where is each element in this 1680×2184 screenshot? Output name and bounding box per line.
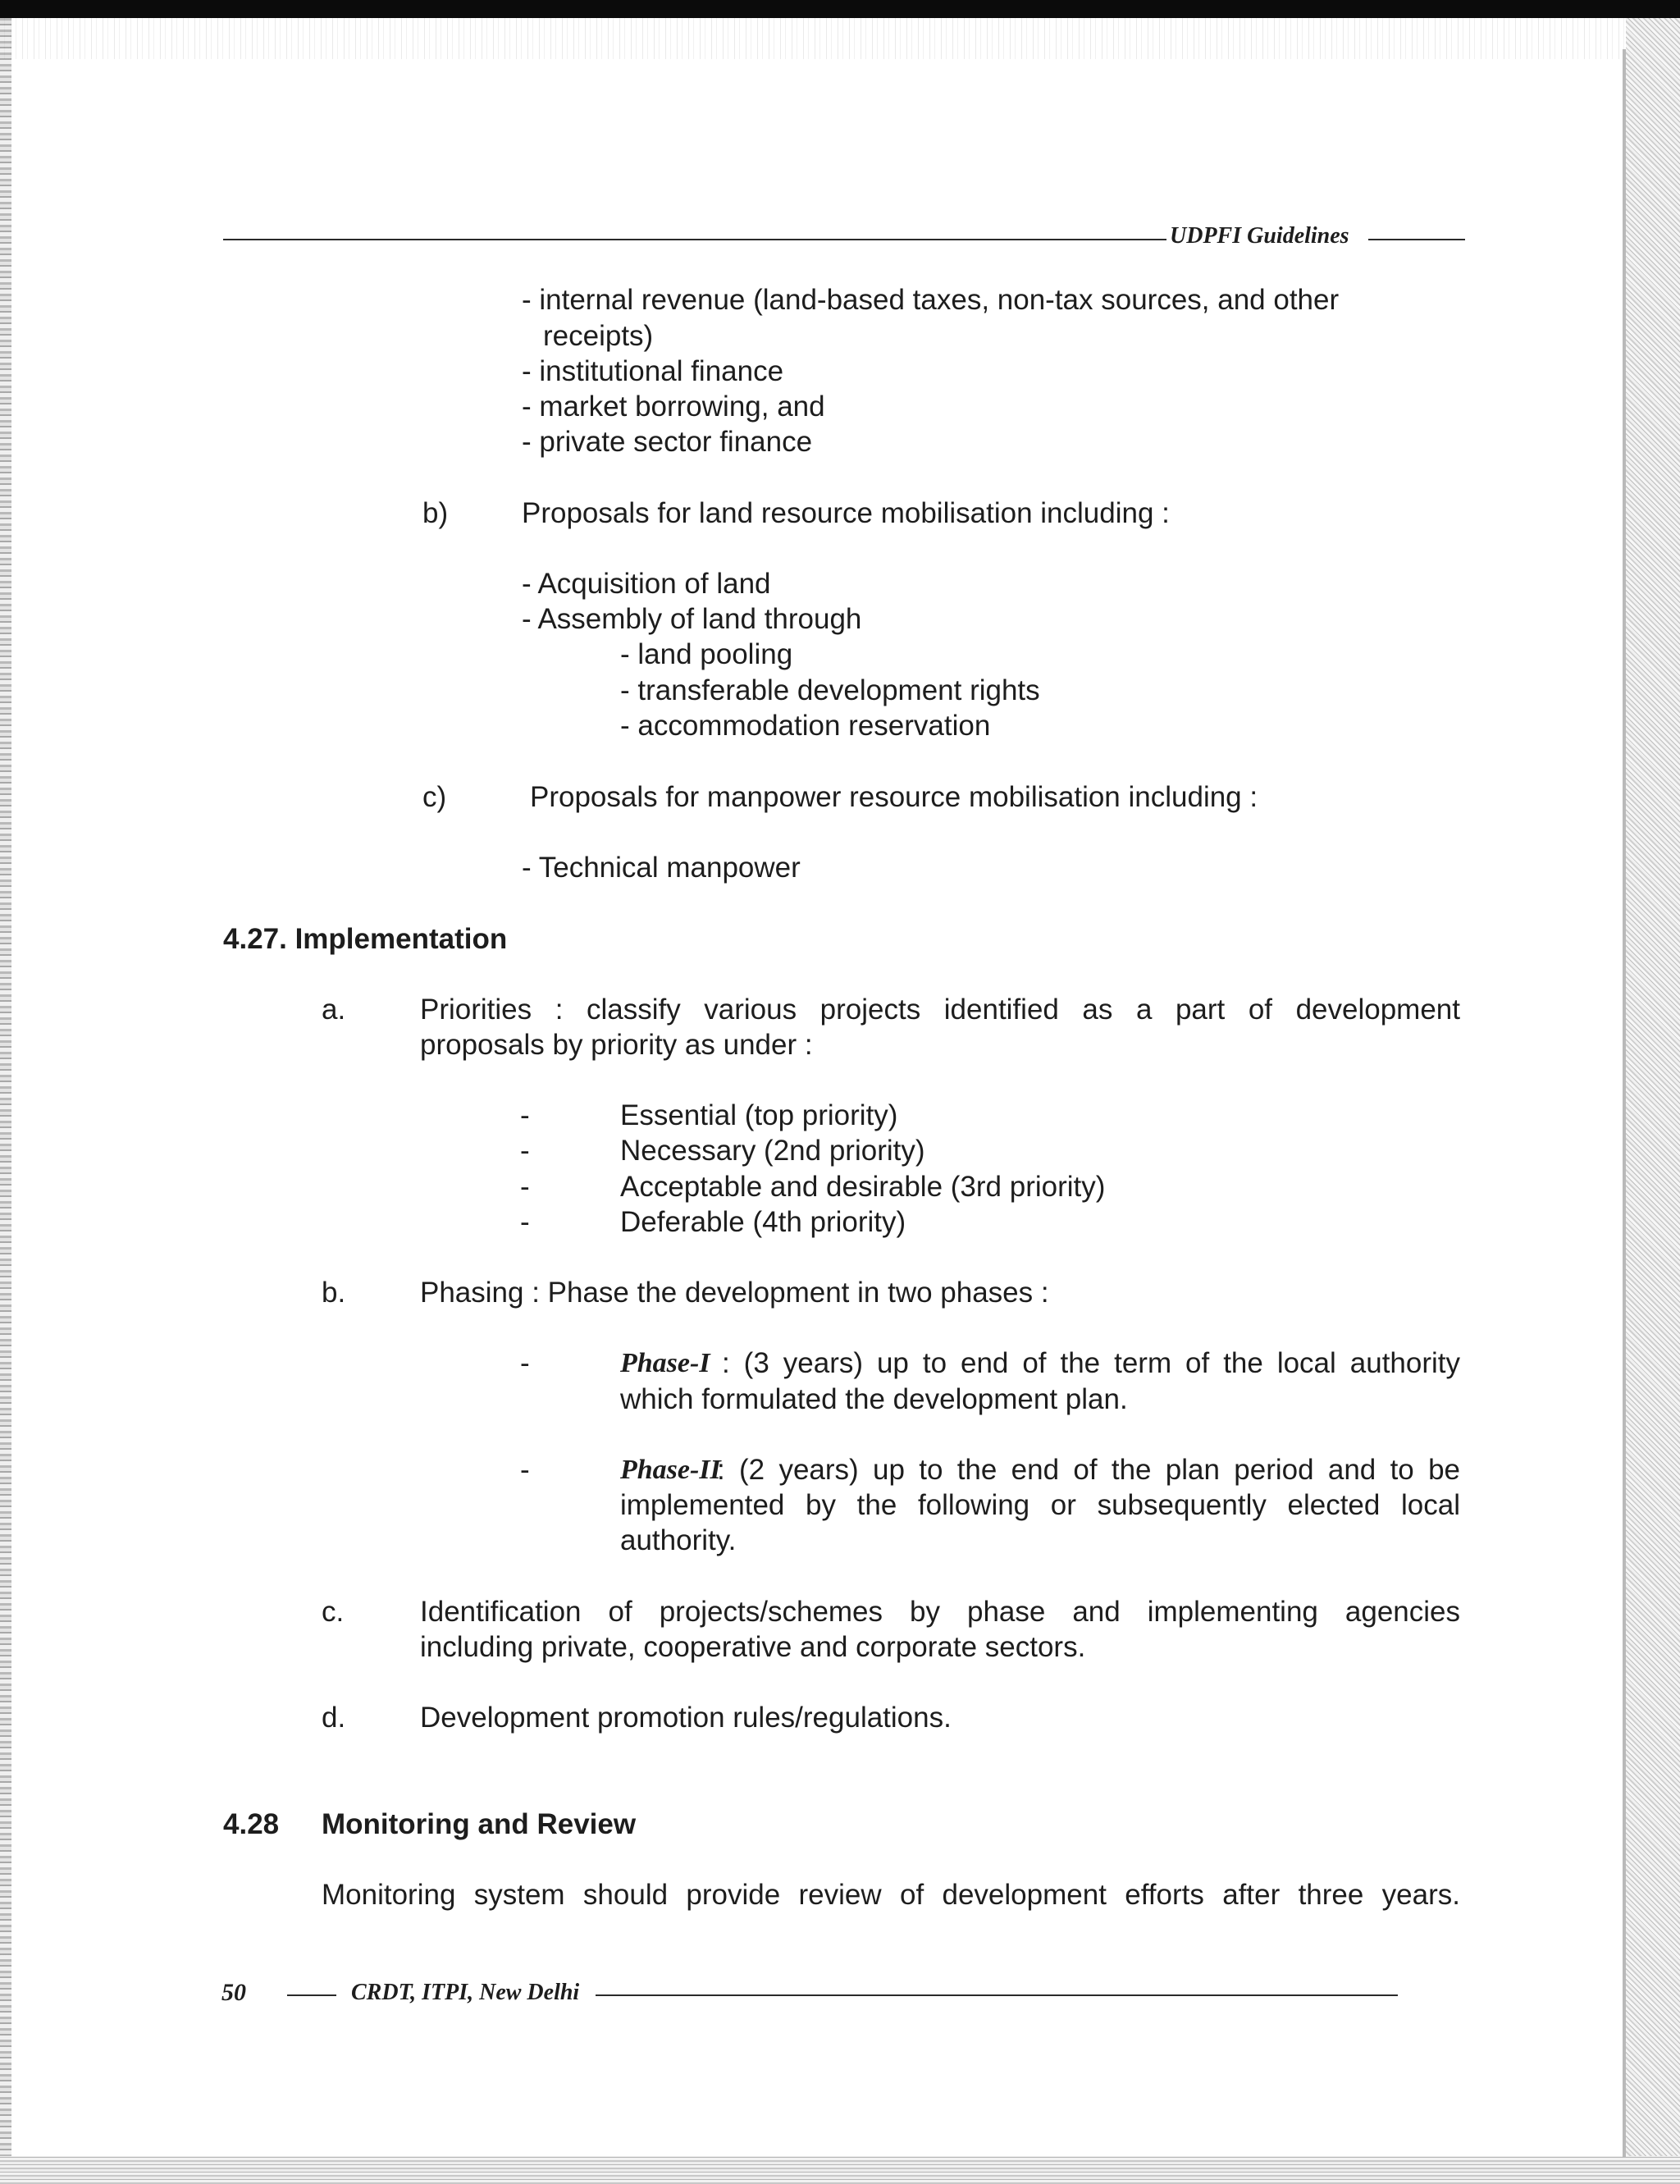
scan-border-right [1626, 18, 1680, 2184]
priorities-line-1: Priorities : classify various projects identified as a part of development [420, 994, 1460, 1026]
land-assembly-method: - transferable development rights [620, 674, 1040, 706]
priority-dash: - [520, 1206, 530, 1238]
phase-1-label: Phase-I [620, 1348, 710, 1378]
development-promotion-text: Development promotion rules/regulations. [420, 1702, 952, 1734]
priorities-line-2: proposals by priority as under : [420, 1029, 813, 1061]
footer-rule-right [596, 1994, 1398, 1996]
priority-dash: - [520, 1135, 530, 1167]
finance-item: - institutional finance [522, 355, 784, 387]
land-subitem: - Acquisition of land [522, 568, 771, 600]
header-rule-right [1368, 239, 1465, 240]
page-edge [1623, 49, 1626, 2158]
item-c-marker: c. [322, 1596, 345, 1628]
item-d-marker: d. [322, 1702, 346, 1734]
phase-2-label: Phase-II [620, 1455, 721, 1485]
scan-border-bottom [0, 2156, 1680, 2184]
scan-border-top [0, 0, 1680, 18]
phase-1-line-2: which formulated the development plan. [620, 1383, 1128, 1415]
manpower-subitem: - Technical manpower [522, 852, 801, 884]
phase-dash: - [520, 1347, 530, 1379]
land-subitem: - Assembly of land through [522, 603, 862, 635]
item-c-marker: c) [422, 781, 447, 813]
finance-item: - private sector finance [522, 426, 813, 458]
section-heading-implementation: 4.27. Implementation [223, 923, 508, 955]
priority-level: Deferable (4th priority) [620, 1206, 906, 1238]
footer-rule-left [287, 1994, 336, 1996]
priority-dash: - [520, 1171, 530, 1203]
item-b-phasing-marker: b. [322, 1277, 346, 1309]
item-c-text: Proposals for manpower resource mobilisation including : [530, 781, 1258, 813]
phase-2-line-3: authority. [620, 1524, 737, 1556]
priority-level: Acceptable and desirable (3rd priority) [620, 1171, 1106, 1203]
phasing-text: Phasing : Phase the development in two phases : [420, 1277, 1049, 1309]
phase-2-line-1: : (2 years) up to the end of the plan period and to be [717, 1454, 1460, 1486]
monitoring-text: Monitoring system should provide review of development efforts after three years. [322, 1879, 1460, 1911]
land-assembly-method: - land pooling [620, 638, 793, 670]
priority-level: Necessary (2nd priority) [620, 1135, 925, 1167]
identification-line-2: including private, cooperative and corporate sectors. [420, 1631, 1086, 1663]
item-b-marker: b) [422, 497, 449, 529]
identification-line-1: Identification of projects/schemes by phase and implementing agencies [420, 1596, 1460, 1628]
page-number: 50 [221, 1979, 246, 2006]
scan-border-left [0, 18, 11, 2168]
scan-noise-top [0, 18, 1680, 59]
phase-2-line-2: implemented by the following or subsequently elected local [620, 1489, 1460, 1521]
footer-source: CRDT, ITPI, New Delhi [351, 1980, 580, 2005]
priority-level: Essential (top priority) [620, 1099, 898, 1131]
phase-1-line-1: : (3 years) up to end of the term of the local authority [722, 1347, 1460, 1379]
item-a-marker: a. [322, 994, 346, 1026]
finance-item: - market borrowing, and [522, 391, 825, 423]
priority-dash: - [520, 1099, 530, 1131]
section-number-monitoring: 4.28 [223, 1808, 280, 1840]
section-heading-monitoring: Monitoring and Review [322, 1808, 637, 1840]
finance-item-continuation: receipts) [543, 320, 654, 352]
running-header: UDPFI Guidelines [1170, 223, 1349, 249]
finance-item: - internal revenue (land-based taxes, non-tax sources, and other [522, 284, 1340, 316]
land-assembly-method: - accommodation reservation [620, 710, 991, 742]
header-rule-left [223, 239, 1166, 240]
phase-dash: - [520, 1454, 530, 1486]
item-b-text: Proposals for land resource mobilisation including : [522, 497, 1170, 529]
